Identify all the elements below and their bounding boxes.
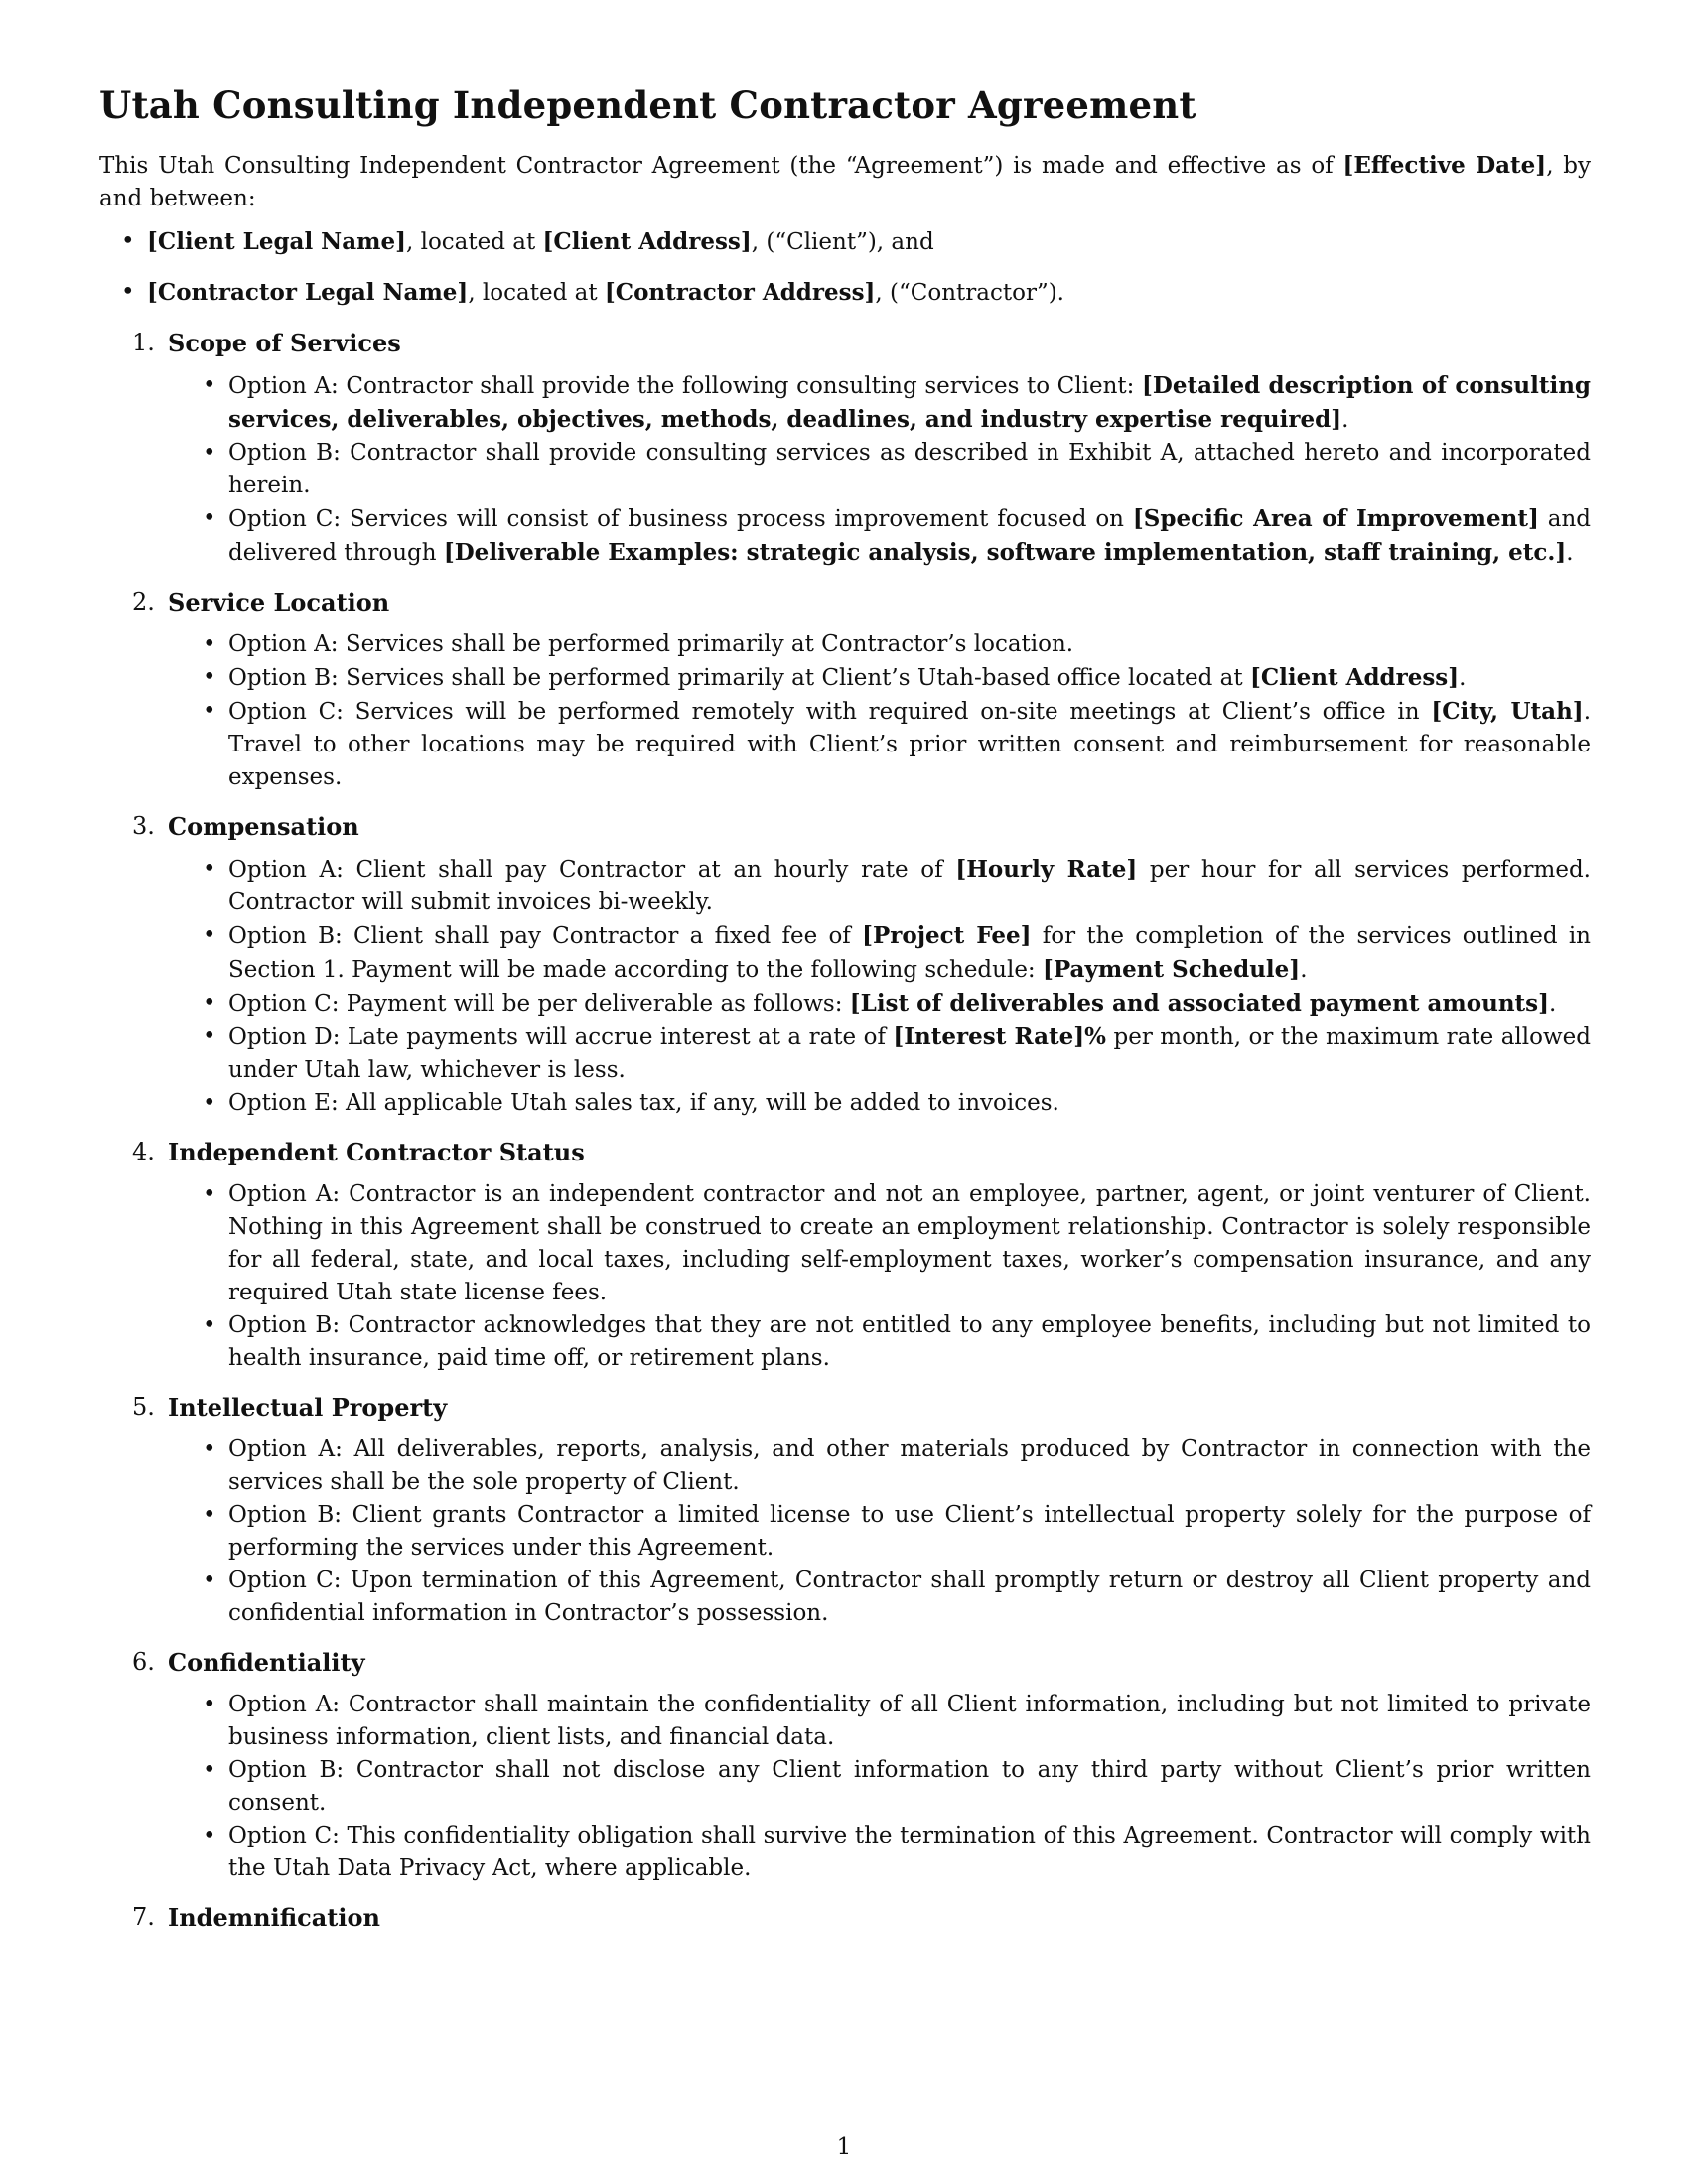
section-title: Independent Contractor Status [168, 1138, 585, 1166]
document-page [99, 83, 1591, 1950]
section-heading [99, 1136, 1591, 1168]
option-text: . Travel to other locations may be required with Client’s prior written consent and reimbursement for reasonable expenses. [228, 699, 1591, 790]
option-text: Option C: Upon termination of this Agreement, Contractor shall promptly return or destroy all Client property and confidential information in Contractor’s possession. [228, 1568, 1591, 1626]
section-title: Intellectual Property [168, 1393, 448, 1422]
placeholder-field: [City, Utah] [1431, 698, 1584, 725]
option-item [228, 1178, 1591, 1309]
page-number: 1 [836, 2134, 852, 2160]
option-item [228, 1087, 1591, 1120]
section-independent-contractor-status [99, 1136, 1591, 1375]
options-list [99, 1689, 1591, 1885]
section-intellectual-property [99, 1391, 1591, 1630]
options-list [99, 1178, 1591, 1375]
party-text: , located at [468, 280, 605, 306]
placeholder-field: [Client Address] [1249, 664, 1460, 691]
placeholder-field: [Payment Schedule] [1043, 956, 1301, 983]
placeholder-field: [Specific Area of Improvement] [1132, 505, 1539, 532]
option-text: Option C: This confidentiality obligation shall survive the termination of this Agreement. Contractor will comply with the Utah Data Privacy Act, where applicable. [228, 1823, 1591, 1881]
placeholder-field: [Detailed description of consulting services, deliverables, objectives, methods, deadlines, and industry expertise required] [228, 372, 1592, 433]
option-item [228, 369, 1591, 437]
section-heading [99, 810, 1591, 843]
option-text: Option A: Client shall pay Contractor at an hourly rate of [228, 857, 956, 883]
option-text: . [1566, 540, 1574, 566]
contractor-name-placeholder: [Contractor Legal Name] [147, 279, 469, 306]
option-item [228, 695, 1591, 794]
option-text: Option A: Contractor shall provide the following consulting services to Client: [228, 373, 1143, 399]
sections-list [99, 327, 1591, 1934]
option-item [228, 1499, 1591, 1565]
section-title: Scope of Services [168, 329, 401, 357]
option-text: Option B: Services shall be performed primarily at Client’s Utah-based office located at [228, 665, 1250, 691]
option-text: Option B: Contractor acknowledges that they are not entitled to any employee benefits, including but not limited to health insurance, paid time off, or retirement plans. [228, 1312, 1591, 1371]
option-text: Option B: Contractor shall provide consulting services as described in Exhibit A, attached hereto and incorporated herein. [228, 440, 1591, 498]
section-title: Indemnification [168, 1903, 380, 1932]
option-text: and delivered through [228, 506, 1592, 566]
section-number: 6. [132, 1648, 155, 1676]
section-title: Compensation [168, 812, 359, 841]
option-item [228, 437, 1591, 502]
option-text: Option A: Services shall be performed primarily at Contractor’s location. [228, 631, 1074, 657]
intro-text-end: , by and between: [99, 153, 1591, 211]
intro-text: This Utah Consulting Independent Contractor Agreement (the “Agreement”) is made and effective as of [99, 153, 1343, 179]
placeholder-field: [Interest Rate]% [893, 1024, 1107, 1050]
section-title: Confidentiality [168, 1648, 365, 1677]
option-item [228, 502, 1591, 570]
party-text: , located at [405, 229, 543, 255]
section-number: 2. [132, 588, 155, 615]
option-text: Option D: Late payments will accrue interest at a rate of [228, 1024, 894, 1050]
option-text: . [1300, 957, 1308, 983]
option-item [228, 628, 1591, 661]
option-item [228, 853, 1591, 919]
option-item [228, 919, 1591, 987]
option-text: . [1459, 665, 1467, 691]
client-name-placeholder: [Client Legal Name] [147, 228, 406, 255]
option-item [228, 1565, 1591, 1630]
placeholder-field: [List of deliverables and associated payment amounts] [849, 990, 1549, 1017]
parties-list [99, 225, 1591, 310]
option-text: . [1549, 991, 1557, 1017]
option-text: Option C: Services will consist of business process improvement focused on [228, 506, 1133, 532]
section-heading [99, 586, 1591, 618]
option-text: for the completion of the services outlined in Section 1. Payment will be made according to the following schedule: [228, 923, 1591, 983]
party-text: , (“Contractor”). [875, 280, 1064, 306]
option-item [228, 1754, 1591, 1820]
option-text: per hour for all services performed. Contractor will submit invoices bi-weekly. [228, 857, 1591, 915]
option-text: . [1341, 407, 1349, 433]
options-list [99, 853, 1591, 1120]
option-text: Option E: All applicable Utah sales tax, if any, will be added to invoices. [228, 1090, 1059, 1116]
section-heading [99, 1646, 1591, 1679]
placeholder-field: [Hourly Rate] [955, 856, 1138, 883]
section-title: Service Location [168, 588, 390, 616]
option-text: Option C: Services will be performed remotely with required on-site meetings at Client’s office in [228, 699, 1432, 725]
section-number: 1. [132, 329, 155, 356]
effective-date-placeholder: [Effective Date] [1342, 152, 1547, 179]
option-item [228, 661, 1591, 695]
party-text: , (“Client”), and [751, 229, 934, 255]
section-heading [99, 1391, 1591, 1424]
section-scope-of-services [99, 327, 1591, 570]
document-title: Utah Consulting Independent Contractor Agreement [99, 83, 1196, 127]
contractor-address-placeholder: [Contractor Address] [604, 279, 876, 306]
placeholder-field: [Project Fee] [862, 922, 1032, 949]
section-number: 5. [132, 1393, 155, 1421]
section-heading [99, 327, 1591, 359]
party-contractor [147, 276, 1591, 310]
option-item [228, 1820, 1591, 1885]
option-item [228, 1309, 1591, 1375]
option-item [228, 987, 1591, 1021]
option-text: Option A: Contractor shall maintain the confidentiality of all Client information, including but not limited to private business information, client lists, and financial data. [228, 1692, 1591, 1750]
options-list [99, 628, 1591, 794]
placeholder-field: [Deliverable Examples: strategic analysis, software implementation, staff training, etc.] [443, 539, 1567, 566]
section-number: 7. [132, 1903, 155, 1931]
options-list [99, 369, 1591, 570]
intro-paragraph [99, 149, 1591, 215]
section-number: 3. [132, 812, 155, 840]
section-heading [99, 1901, 1591, 1934]
option-text: per month, or the maximum rate allowed under Utah law, whichever is less. [228, 1024, 1591, 1083]
option-item [228, 1021, 1591, 1087]
option-text: Option B: Client shall pay Contractor a fixed fee of [228, 923, 863, 949]
option-item [228, 1433, 1591, 1499]
section-compensation [99, 810, 1591, 1120]
option-text: Option B: Client grants Contractor a limited license to use Client’s intellectual property solely for the purpose of performing the services under this Agreement. [228, 1502, 1591, 1561]
option-text: Option C: Payment will be per deliverable as follows: [228, 991, 850, 1017]
section-confidentiality [99, 1646, 1591, 1885]
section-service-location [99, 586, 1591, 794]
section-number: 4. [132, 1138, 155, 1165]
client-address-placeholder: [Client Address] [542, 228, 752, 255]
options-list [99, 1433, 1591, 1630]
option-text: Option A: All deliverables, reports, analysis, and other materials produced by Contractor in connection with the services shall be the sole property of Client. [228, 1436, 1591, 1495]
section-indemnification [99, 1901, 1591, 1934]
option-text: Option B: Contractor shall not disclose any Client information to any third party without Client’s prior written consent. [228, 1757, 1591, 1816]
option-text: Option A: Contractor is an independent contractor and not an employee, partner, agent, or joint venturer of Client. Nothing in this Agreement shall be construed to create an employment relationship. Contractor is solely responsible for all federal, state, and local taxes, including self-employment taxes, worker’s compensation insurance, and any required Utah state license fees. [228, 1181, 1591, 1305]
option-item [228, 1689, 1591, 1754]
party-client [147, 225, 1591, 259]
